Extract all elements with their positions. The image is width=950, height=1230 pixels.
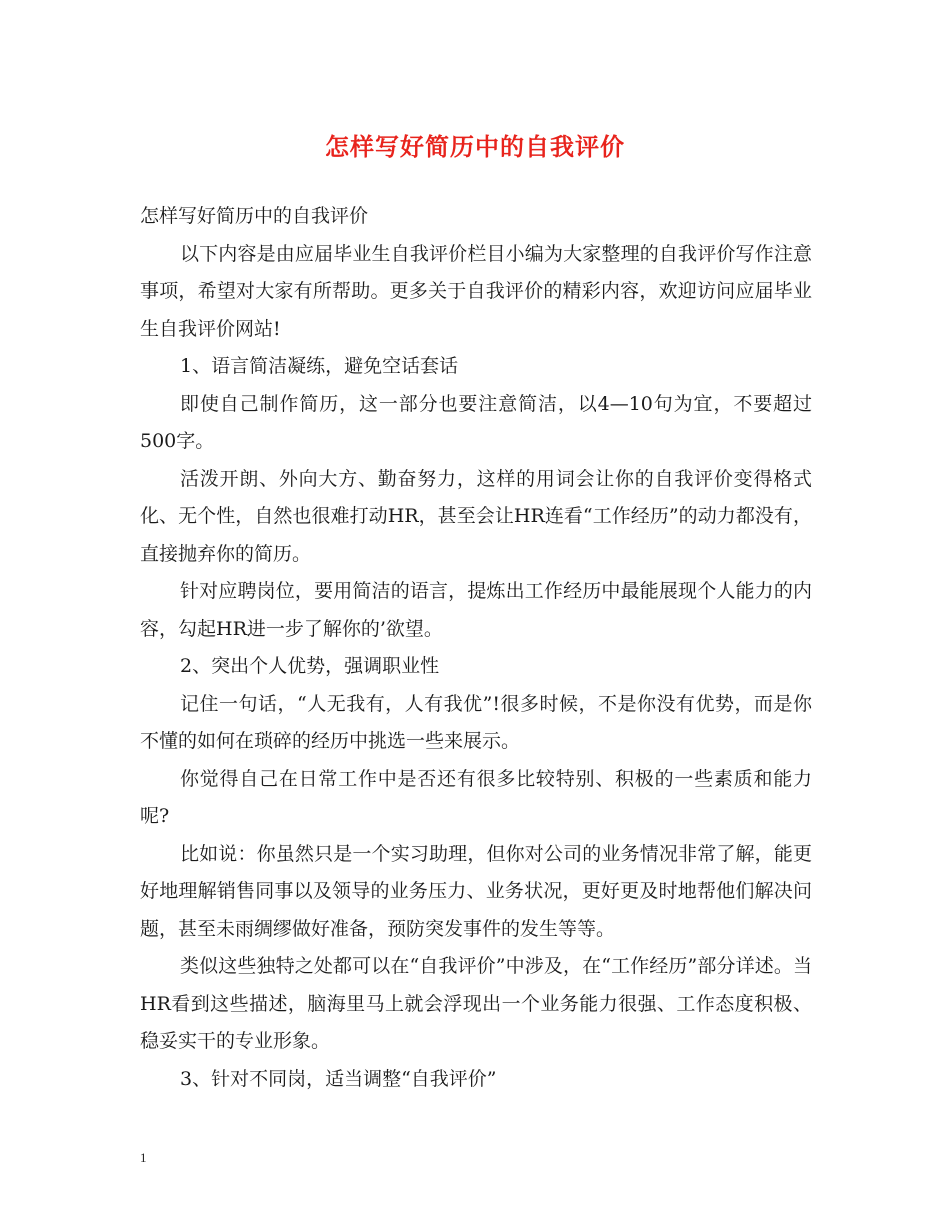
section-heading-2: 2、突出个人优势，强调职业性	[180, 655, 440, 677]
body-paragraph: 即使自己制作简历，这一部分也要注意简洁，以4—10句为宜，不要超过500字。	[140, 392, 812, 452]
body-paragraph: 针对应聘岗位，要用简洁的语言，提炼出工作经历中最能展现个人能力的内容，勾起HR进一步了解你的’欲望。	[140, 580, 812, 640]
body-paragraph: 活泼开朗、外向大方、勤奋努力，这样的用词会让你的自我评价变得格式化、无个性，自然也很难打动HR，甚至会让HR连看“工作经历”的动力都没有，直接抛弃你的简历。	[140, 467, 812, 565]
page-number: 1	[140, 1150, 147, 1165]
body-paragraph: 比如说：你虽然只是一个实习助理，但你对公司的业务情况非常了解，能更好地理解销售同事以及领导的业务压力、业务状况，更好更及时地帮他们解决问题，甚至未雨绸缪做好准备，预防突发事件的发生等等。	[140, 842, 812, 940]
section-heading-3: 3、针对不同岗，适当调整“自我评价”	[180, 1067, 497, 1090]
intro-paragraph: 以下内容是由应届毕业生自我评价栏目小编为大家整理的自我评价写作注意事项，希望对大家有所帮助。更多关于自我评价的精彩内容，欢迎访问应届毕业生自我评价网站!	[140, 242, 812, 340]
section-heading-1: 1、语言简洁凝练，避免空话套话	[180, 355, 459, 377]
document-title: 怎样写好简历中的自我评价	[325, 132, 625, 161]
body-paragraph: 记住一句话，“人无我有，人有我优”!很多时候，不是你没有优势，而是你不懂的如何在琐碎的经历中挑选一些来展示。	[140, 692, 812, 752]
document-body	[140, 198, 812, 1098]
subtitle-paragraph: 怎样写好简历中的自我评价	[140, 205, 369, 227]
body-paragraph: 类似这些独特之处都可以在“自我评价”中涉及，在“工作经历”部分详述。当HR看到这些描述，脑海里马上就会浮现出一个业务能力很强、工作态度积极、稳妥实干的专业形象。	[140, 955, 812, 1052]
body-paragraph: 你觉得自己在日常工作中是否还有很多比较特别、积极的一些素质和能力呢?	[140, 767, 812, 827]
